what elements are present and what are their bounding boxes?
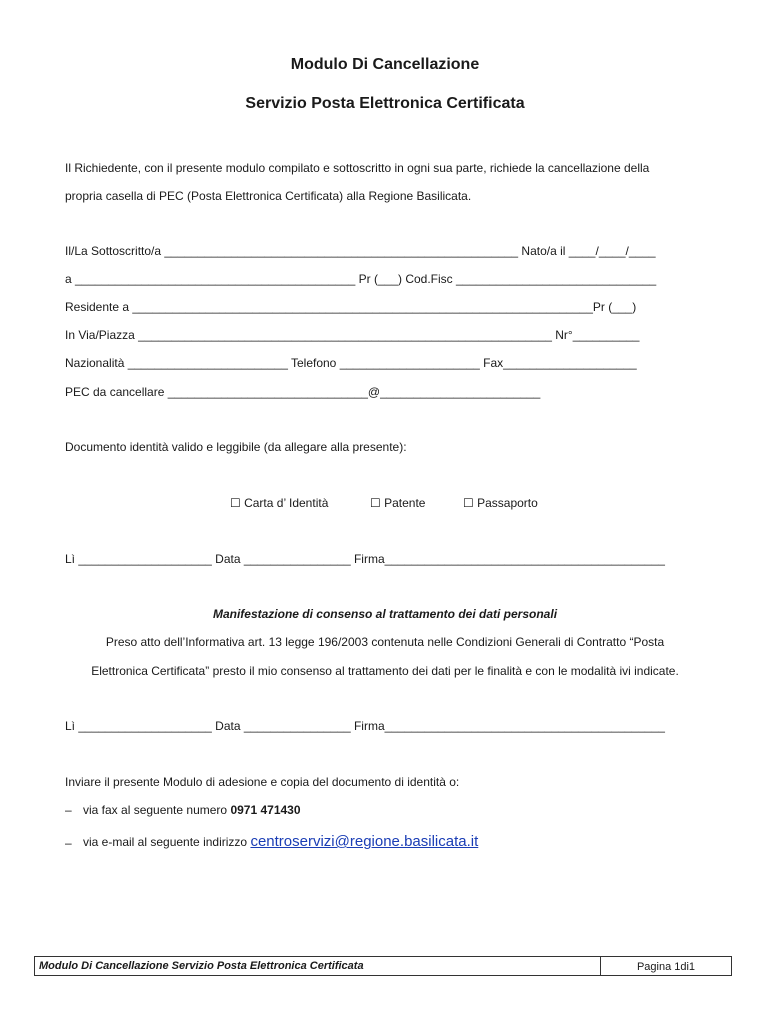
footer-page-number: Pagina 1di1: [636, 961, 696, 973]
field-via: In Via/Piazza ______________________________________________________________ Nr°__________: [65, 328, 640, 342]
consent-heading: Manifestazione di consenso al trattamento dei dati personali: [212, 607, 558, 621]
send-intro: Inviare il presente Modulo di adesione e copia del documento di identità o:: [65, 775, 460, 789]
email-link[interactable]: centroservizi@regione.basilicata.it: [250, 833, 479, 850]
send-fax-label: via fax al seguente numero: [83, 803, 228, 817]
option-passaporto: ☐ Passaporto: [463, 496, 538, 510]
field-sottoscritto: Il/La Sottoscritto/a _____________________________________________________ Nato/a il ____/____/____: [65, 244, 656, 258]
field-luogo-codfisc: a __________________________________________ Pr (___) Cod.Fisc ______________________________: [65, 272, 657, 286]
intro-line-2: propria casella di PEC (Posta Elettronica Certificata) alla Regione Basilicata.: [65, 189, 472, 203]
footer-title: Modulo Di Cancellazione Servizio Posta Elettronica Certificata: [35, 957, 601, 975]
fax-number: 0971 471430: [230, 803, 301, 817]
signature-line-2: Lì ____________________ Data ________________ Firma__________________________________________: [65, 719, 665, 733]
page-footer: [34, 956, 732, 976]
send-email: [83, 833, 478, 851]
field-nazionalita: Nazionalità ________________________ Telefono _____________________ Fax____________________: [65, 356, 637, 370]
send-email-dash: –: [65, 836, 72, 850]
field-residente: Residente a _____________________________________________________________________Pr (___): [65, 300, 637, 314]
send-fax: [83, 803, 301, 817]
option-patente: ☐ Patente: [370, 496, 426, 510]
document-label: Documento identità valido e leggibile (da allegare alla presente):: [65, 440, 407, 454]
intro-line-1: Il Richiedente, con il presente modulo compilato e sottoscritto in ogni sua parte, richiede la cancellazione della: [65, 161, 650, 175]
send-email-label: via e-mail al seguente indirizzo: [83, 835, 248, 849]
document-title: Modulo Di Cancellazione: [290, 56, 480, 73]
consent-line-1: Preso atto dell’Informativa art. 13 legge 196/2003 contenuta nelle Condizioni Generali di Contratto “Posta: [105, 635, 665, 649]
consent-line-2: Elettronica Certificata” presto il mio consenso al trattamento dei dati per le finalità e con le modalità ivi indicate.: [91, 664, 679, 678]
document-subtitle: Servizio Posta Elettronica Certificata: [245, 95, 525, 112]
send-fax-dash: –: [65, 803, 72, 817]
option-carta-identita: ☐ Carta d’ Identità: [230, 496, 329, 510]
signature-line-1: Lì ____________________ Data ________________ Firma__________________________________________: [65, 552, 665, 566]
field-pec: PEC da cancellare ______________________________@________________________: [65, 385, 541, 399]
